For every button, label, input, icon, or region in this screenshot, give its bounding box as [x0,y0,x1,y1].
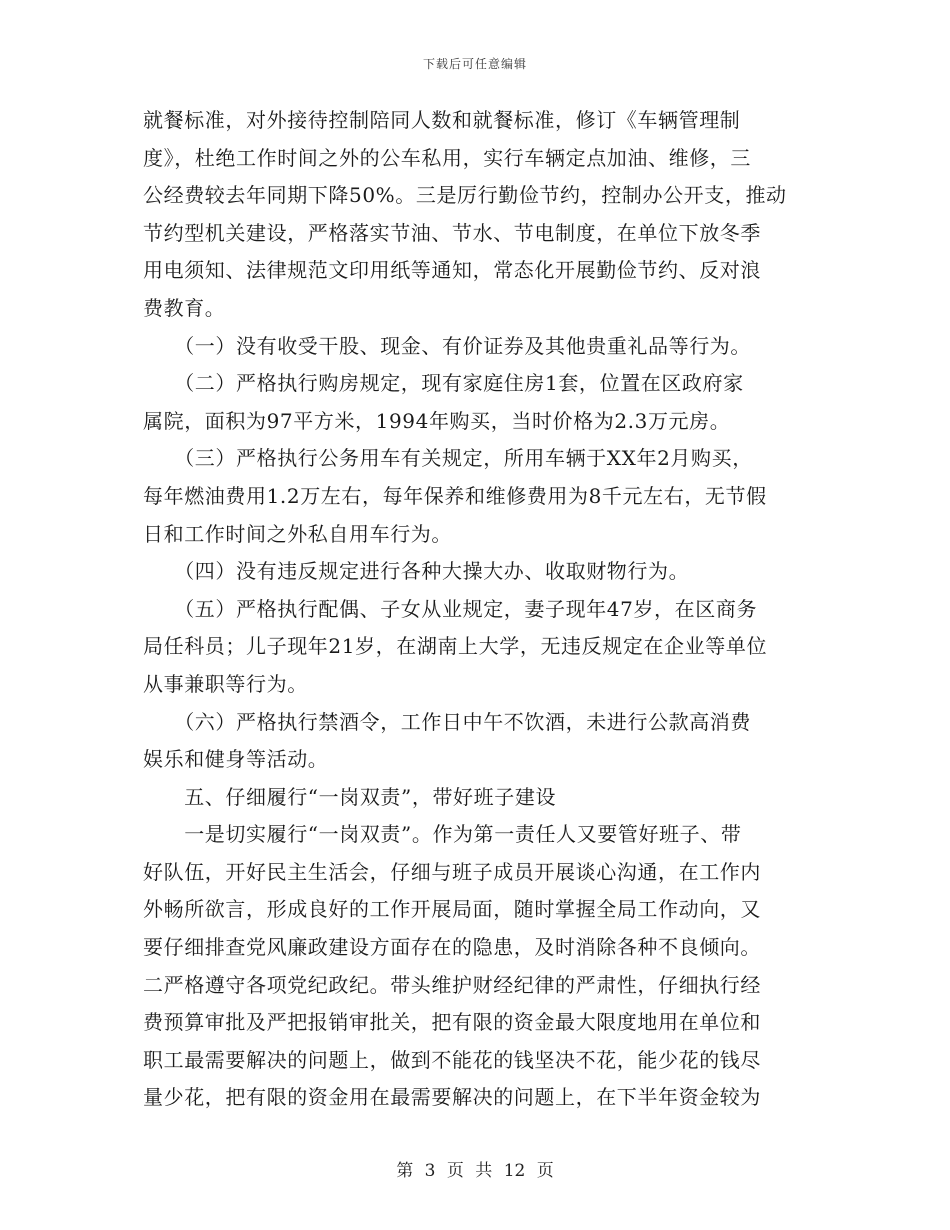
section-heading: 五、仔细履行“一岗双责”，带好班子建设 [143,784,557,809]
body-line: 日和工作时间之外私自用车行为。 [143,521,452,546]
body-line: （四）没有违反规定进行各种大操大办、收取财物行为。 [143,559,690,584]
body-line: 外畅所欲言，形成良好的工作开展局面，随时掌握全局工作动向，又 [143,897,761,922]
body-line: 从事兼职等行为。 [143,671,308,696]
body-line: 量少花，把有限的资金用在最需要解决的问题上，在下半年资金较为 [143,1085,761,1110]
body-line: 职工最需要解决的问题上，做到不能花的钱坚决不花，能少花的钱尽 [143,1047,761,1072]
body-line: 二严格遵守各项党纪政纪。带头维护财经纪律的严肃性，仔细执行经 [143,972,761,997]
body-line: 要仔细排查党风廉政建设方面存在的隐患，及时消除各种不良倾向。 [143,935,761,960]
body-line: 一是切实履行“一岗双责”。作为第一责任人又要管好班子、带 [143,822,742,847]
body-line: 每年燃油费用1.2万左右，每年保养和维修费用为8千元左右，无节假 [143,483,767,508]
body-line: 就餐标准，对外接待控制陪同人数和就餐标准，修订《车辆管理制 [143,108,741,132]
body-line: 公经费较去年同期下降50%。三是厉行勤俭节约，控制办公开支，推动 [143,183,787,208]
body-line: 用电须知、法律规范文印用纸等通知，常态化开展勤俭节约、反对浪 [143,258,761,283]
body-line: （五）严格执行配偶、子女从业规定，妻子现年47岁，在区商务 [143,596,758,621]
body-line: 局任科员；儿子现年21岁，在湖南上大学，无违反规定在企业等单位 [143,634,768,659]
body-line: （二）严格执行购房规定，现有家庭住房1套，位置在区政府家 [143,371,744,396]
body-line: 费教育。 [143,295,226,320]
document-body [143,102,813,1117]
body-line: 好队伍，开好民主生活会，仔细与班子成员开展谈心沟通，在工作内 [143,859,761,884]
body-line: 度》，杜绝工作时间之外的公车私用，实行车辆定点加油、维修，三 [143,145,751,170]
body-line: （一）没有收受干股、现金、有价证券及其他贵重礼品等行为。 [143,333,751,358]
page-footer: 第 3 页 共 12 页 [396,1161,554,1181]
body-line: （三）严格执行公务用车有关规定，所用车辆于XX年2月购买， [143,446,753,471]
page-header: 下载后可任意编辑 [422,57,527,71]
body-line: 节约型机关建设，严格落实节油、节水、节电制度，在单位下放冬季 [143,220,761,245]
body-line: 娱乐和健身等活动。 [143,747,329,772]
body-line: 费预算审批及严把报销审批关，把有限的资金最大限度地用在单位和 [143,1010,761,1035]
body-line: 属院，面积为97平方米，1994年购买，当时价格为2.3万元房。 [143,408,731,433]
body-line: （六）严格执行禁酒令，工作日中午不饮酒，未进行公款高消费 [143,709,751,734]
